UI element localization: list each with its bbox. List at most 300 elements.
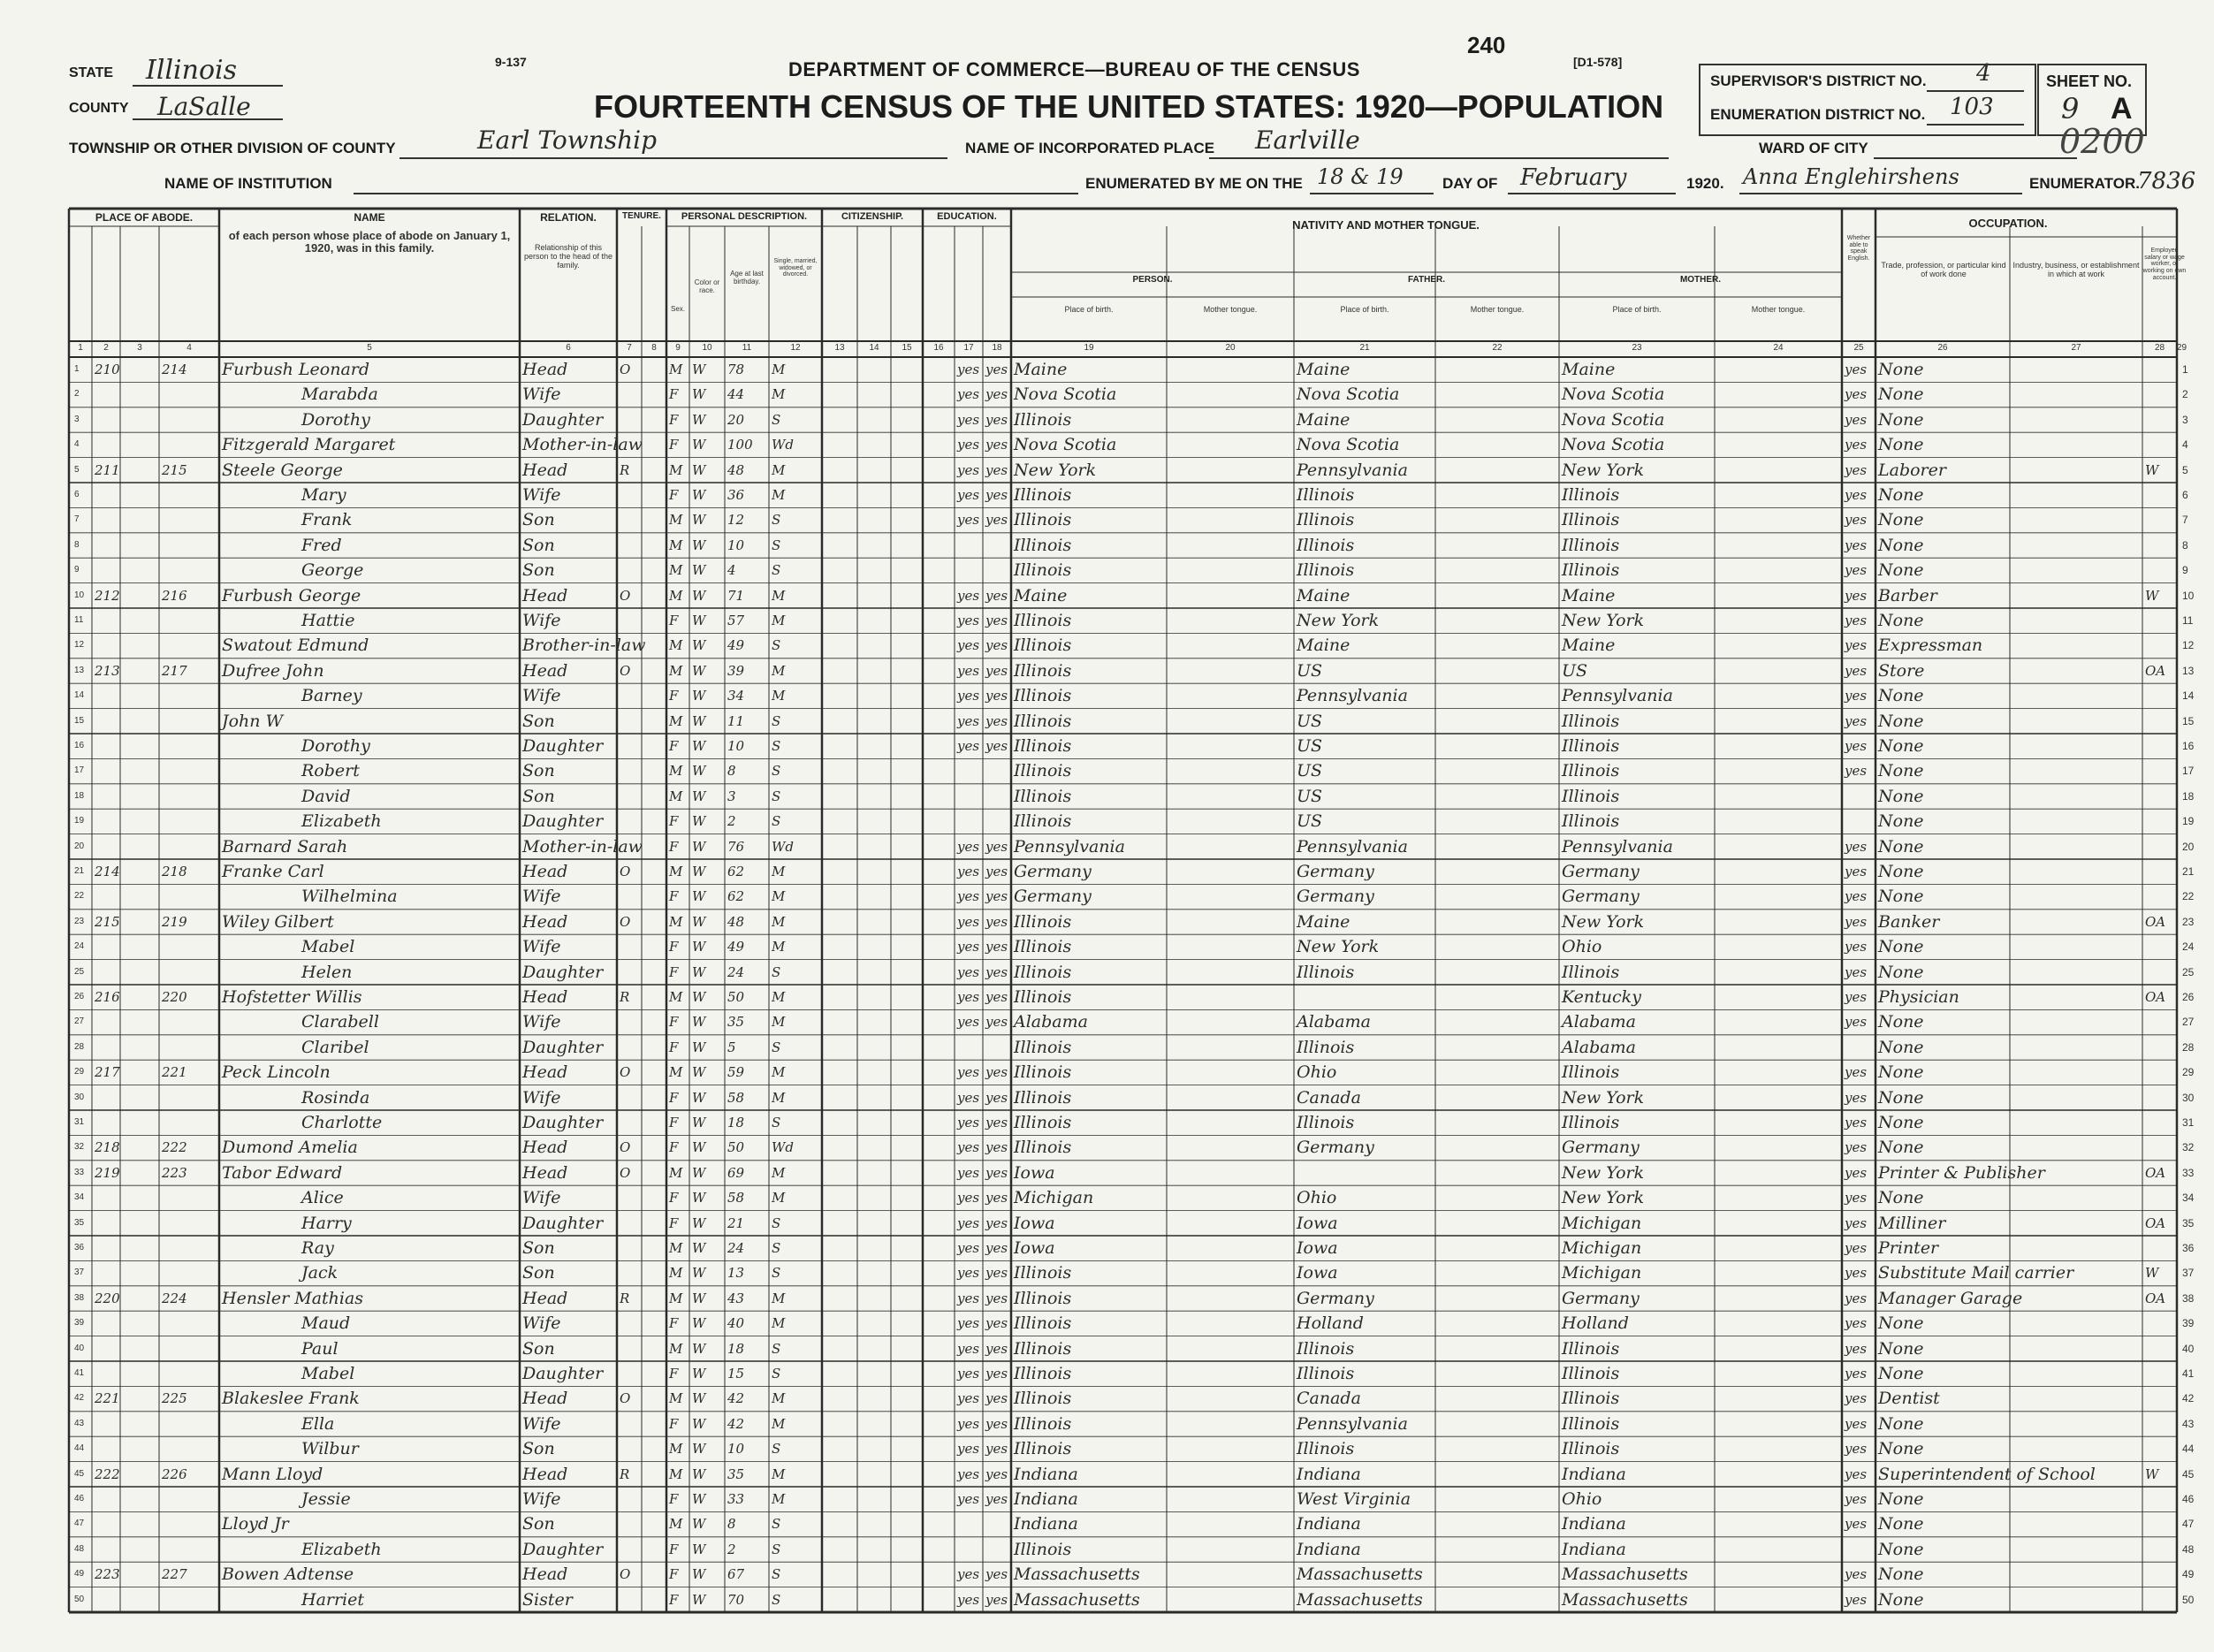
- cell-birthplace: Illinois: [1014, 1439, 1072, 1459]
- cell-person-name: Elizabeth: [301, 811, 382, 832]
- cell-father-birthplace: Massachusetts: [1297, 1564, 1423, 1585]
- cell-color: W: [692, 1115, 706, 1131]
- cell-birthplace: Illinois: [1014, 1263, 1072, 1283]
- cell-can-read: yes: [957, 362, 980, 377]
- line-number: 10: [2182, 589, 2195, 602]
- cell-employer-class: W: [2145, 587, 2159, 604]
- cell-age: 48: [727, 913, 745, 930]
- cell-age: 58: [727, 1190, 745, 1207]
- cell-person-name: Ella: [301, 1413, 335, 1434]
- cell-occupation: None: [1878, 1439, 1924, 1459]
- cell-employer-class: W: [2145, 1265, 2159, 1282]
- cell-color: W: [692, 1240, 706, 1256]
- cell-tenure: O: [620, 1164, 631, 1181]
- cell-can-read: yes: [957, 1064, 980, 1081]
- cell-color: W: [692, 1014, 706, 1031]
- line-number: 38: [2182, 1291, 2195, 1305]
- cell-occupation: Printer & Publisher: [1878, 1162, 2045, 1183]
- cell-marital-status: S: [772, 1366, 781, 1382]
- cell-marital-status: M: [772, 386, 786, 403]
- cell-person-name: Jessie: [301, 1489, 351, 1509]
- sheet-label: SHEET NO.: [2046, 72, 2133, 90]
- group-relation-header: RELATION.: [540, 211, 597, 224]
- cell-marital-status: S: [772, 1265, 781, 1282]
- cell-person-name: Barnard Sarah: [222, 836, 348, 856]
- cell-relation: Head: [522, 1062, 568, 1083]
- cell-speaks-english: yes: [1845, 1516, 1868, 1533]
- cell-relation: Head: [522, 660, 568, 681]
- cell-mother-birthplace: Massachusetts: [1562, 1564, 1688, 1585]
- cell-can-read: yes: [957, 1240, 980, 1256]
- cell-color: W: [692, 1315, 706, 1332]
- cell-age: 71: [727, 587, 745, 604]
- cell-tenure: R: [620, 1290, 630, 1306]
- cell-age: 35: [727, 1465, 745, 1482]
- cell-color: W: [692, 613, 706, 628]
- cell-relation: Head: [522, 1288, 568, 1308]
- cell-visitation-number: 226: [162, 1465, 187, 1482]
- cell-person-name: Steele George: [222, 460, 343, 480]
- cell-birthplace: Illinois: [1014, 987, 1072, 1007]
- cell-can-write: yes: [985, 1591, 1008, 1608]
- cell-birthplace: Nova Scotia: [1014, 435, 1117, 455]
- cell-mother-birthplace: Ohio: [1562, 1489, 1602, 1509]
- cell-speaks-english: yes: [1845, 411, 1868, 428]
- cell-mother-birthplace: Germany: [1562, 862, 1640, 881]
- cell-marital-status: S: [772, 1340, 781, 1357]
- cell-tenure: O: [620, 1064, 631, 1081]
- cell-birthplace: Nova Scotia: [1014, 384, 1117, 405]
- cell-color: W: [692, 1566, 706, 1583]
- cell-can-write: yes: [985, 1240, 1008, 1256]
- cell-person-name: Jack: [301, 1263, 339, 1283]
- cell-occupation: Printer: [1878, 1238, 1939, 1258]
- cell-birthplace: Illinois: [1014, 660, 1072, 681]
- cell-employer-class: OA: [2145, 989, 2166, 1005]
- line-number: 8: [2182, 538, 2188, 552]
- cell-speaks-english: yes: [1845, 613, 1868, 628]
- line-number: 30: [2182, 1091, 2195, 1104]
- cell-can-read: yes: [957, 1465, 980, 1482]
- cell-speaks-english: yes: [1845, 1340, 1868, 1357]
- cell-age: 44: [727, 386, 745, 403]
- enumeration-label: ENUMERATION DISTRICT NO.: [1710, 106, 1926, 123]
- cell-birthplace: Illinois: [1014, 1138, 1072, 1158]
- cell-can-read: yes: [957, 461, 980, 478]
- cell-relation: Wife: [522, 485, 561, 505]
- cell-speaks-english: yes: [1845, 688, 1868, 704]
- cell-sex: F: [669, 1415, 679, 1432]
- cell-occupation: None: [1878, 711, 1924, 731]
- enumerator-line: [1739, 193, 2022, 194]
- cell-occupation: None: [1878, 862, 1924, 881]
- cell-occupation: None: [1878, 535, 1924, 555]
- cell-relation: Daughter: [522, 962, 604, 982]
- cell-color: W: [692, 1089, 706, 1106]
- cell-sex: F: [669, 1089, 679, 1106]
- cell-employer-class: OA: [2145, 1290, 2166, 1306]
- cell-can-read: yes: [957, 738, 980, 754]
- cell-speaks-english: yes: [1845, 437, 1868, 453]
- cell-house-number: 222: [95, 1465, 120, 1482]
- cell-marital-status: S: [772, 1516, 781, 1533]
- column-number: 24: [1773, 343, 1784, 353]
- cell-sex: F: [669, 1139, 679, 1156]
- cell-sex: M: [669, 461, 683, 478]
- cell-can-write: yes: [985, 1164, 1008, 1181]
- column-number: 28: [2154, 343, 2165, 353]
- cell-age: 76: [727, 838, 745, 855]
- cell-visitation-number: 223: [162, 1164, 187, 1181]
- cell-sex: F: [669, 1366, 679, 1382]
- line-number-left: 42: [74, 1393, 85, 1404]
- cell-can-write: yes: [985, 512, 1008, 529]
- cell-occupation: None: [1878, 1062, 1924, 1083]
- cell-can-write: yes: [985, 1190, 1008, 1207]
- cell-can-write: yes: [985, 688, 1008, 704]
- cell-mother-birthplace: Michigan: [1562, 1238, 1642, 1258]
- cell-person-name: Claribel: [301, 1037, 369, 1057]
- cell-house-number: 216: [95, 989, 120, 1005]
- cell-birthplace: Illinois: [1014, 636, 1072, 656]
- cell-visitation-number: 217: [162, 662, 187, 679]
- cell-can-write: yes: [985, 738, 1008, 754]
- cell-person-name: Dorothy: [301, 736, 370, 756]
- cell-relation: Daughter: [522, 1539, 604, 1559]
- cell-can-write: yes: [985, 712, 1008, 729]
- cell-father-birthplace: Pennsylvania: [1297, 686, 1408, 706]
- cell-birthplace: Illinois: [1014, 711, 1072, 731]
- cell-relation: Son: [522, 535, 555, 555]
- column-number: 16: [933, 343, 944, 353]
- cell-person-name: Wilhelmina: [301, 887, 398, 907]
- cell-person-name: Bowen Adtense: [222, 1564, 354, 1585]
- cell-relation: Head: [522, 460, 568, 480]
- cell-mother-birthplace: Nova Scotia: [1562, 435, 1665, 455]
- cell-can-write: yes: [985, 864, 1008, 879]
- cell-father-birthplace: Maine: [1297, 636, 1350, 656]
- cell-visitation-number: 225: [162, 1390, 187, 1407]
- line-number: 36: [2182, 1242, 2195, 1254]
- cell-can-write: yes: [985, 487, 1008, 503]
- cell-father-birthplace: Illinois: [1297, 1439, 1355, 1459]
- day-of-label: DAY OF: [1442, 175, 1498, 192]
- cell-mother-birthplace: Illinois: [1562, 510, 1620, 530]
- cell-visitation-number: 222: [162, 1139, 187, 1156]
- cell-speaks-english: yes: [1845, 1566, 1868, 1583]
- column-number: 11: [742, 343, 752, 353]
- cell-sex: F: [669, 1566, 679, 1583]
- cell-can-read: yes: [957, 1014, 980, 1031]
- cell-relation: Wife: [522, 887, 561, 907]
- cell-age: 49: [727, 637, 745, 654]
- cell-mother-birthplace: Nova Scotia: [1562, 384, 1665, 405]
- line-number-left: 28: [74, 1041, 85, 1052]
- person-tongue-label: Mother tongue.: [1203, 305, 1258, 314]
- cell-speaks-english: yes: [1845, 461, 1868, 478]
- line-number-left: 34: [74, 1192, 85, 1203]
- cell-relation: Daughter: [522, 1213, 604, 1233]
- cell-can-write: yes: [985, 913, 1008, 930]
- cell-occupation: Milliner: [1878, 1213, 1946, 1233]
- cell-relation: Son: [522, 1238, 555, 1258]
- cell-person-name: Maud: [301, 1313, 351, 1334]
- cell-age: 42: [727, 1390, 745, 1407]
- cell-birthplace: Illinois: [1014, 761, 1072, 781]
- cell-employer-class: OA: [2145, 913, 2166, 930]
- cell-speaks-english: yes: [1845, 963, 1868, 980]
- cell-mother-birthplace: Indiana: [1562, 1539, 1626, 1559]
- cell-mother-birthplace: Illinois: [1562, 1439, 1620, 1459]
- cell-occupation: None: [1878, 1564, 1924, 1585]
- cell-occupation: None: [1878, 962, 1924, 982]
- cell-age: 70: [727, 1591, 745, 1608]
- cell-sex: F: [669, 1039, 679, 1055]
- cell-occupation: None: [1878, 409, 1924, 430]
- cell-employer-class: W: [2145, 461, 2159, 478]
- line-number-left: 40: [74, 1343, 85, 1353]
- cell-color: W: [692, 1139, 706, 1156]
- cell-person-name: Mann Lloyd: [222, 1464, 323, 1484]
- cell-father-birthplace: Illinois: [1297, 535, 1355, 555]
- institution-label: NAME OF INSTITUTION: [164, 175, 332, 192]
- column-number: 13: [834, 343, 845, 353]
- cell-relation: Mother-in-law: [522, 836, 643, 856]
- cell-color: W: [692, 1265, 706, 1282]
- cell-occupation: Laborer: [1878, 460, 1946, 480]
- cell-birthplace: Illinois: [1014, 560, 1072, 581]
- cell-tenure: O: [620, 362, 631, 377]
- cell-can-write: yes: [985, 662, 1008, 679]
- form-code: [D1-578]: [1573, 55, 1623, 69]
- sheet-letter: A: [2111, 92, 2133, 126]
- cell-speaks-english: yes: [1845, 362, 1868, 377]
- cell-sex: M: [669, 587, 683, 604]
- line-number-left: 12: [74, 640, 85, 651]
- cell-speaks-english: yes: [1845, 1164, 1868, 1181]
- cell-age: 50: [727, 1139, 745, 1156]
- line-number: 9: [2182, 564, 2188, 577]
- cell-birthplace: Illinois: [1014, 1288, 1072, 1308]
- line-number: 7: [2182, 514, 2188, 527]
- cell-person-name: Rosinda: [301, 1087, 370, 1108]
- state-label: STATE: [69, 65, 114, 80]
- column-number: 3: [137, 343, 142, 353]
- line-number-left: 20: [74, 841, 85, 851]
- age-label: Age at last birthday.: [730, 270, 764, 285]
- cell-visitation-number: 220: [162, 989, 187, 1005]
- line-number: 40: [2182, 1342, 2195, 1355]
- cell-marital-status: M: [772, 1390, 786, 1407]
- cell-mother-birthplace: New York: [1562, 611, 1645, 630]
- cell-mother-birthplace: Maine: [1562, 585, 1616, 605]
- line-number-left: 29: [74, 1067, 85, 1077]
- line-number: 2: [2182, 388, 2188, 401]
- cell-marital-status: M: [772, 939, 786, 955]
- cell-sex: M: [669, 1290, 683, 1306]
- cell-marital-status: S: [772, 1441, 781, 1458]
- cell-relation: Son: [522, 1439, 555, 1459]
- cell-speaks-english: yes: [1845, 1366, 1868, 1382]
- cell-birthplace: Illinois: [1014, 535, 1072, 555]
- cell-can-read: yes: [957, 1315, 980, 1332]
- cell-can-write: yes: [985, 989, 1008, 1005]
- cell-employer-class: W: [2145, 1465, 2159, 1482]
- cell-sex: M: [669, 1265, 683, 1282]
- cell-house-number: 210: [95, 362, 120, 377]
- cell-can-write: yes: [985, 1290, 1008, 1306]
- cell-color: W: [692, 1064, 706, 1081]
- district-box-border: [1699, 64, 2036, 136]
- cell-father-birthplace: Germany: [1297, 887, 1374, 907]
- cell-color: W: [692, 411, 706, 428]
- cell-age: 3: [727, 788, 736, 804]
- line-number-left: 21: [74, 866, 85, 876]
- person-birth-label: Place of birth.: [1064, 305, 1114, 314]
- cell-can-write: yes: [985, 1315, 1008, 1332]
- cell-birthplace: Illinois: [1014, 1113, 1072, 1132]
- cell-can-read: yes: [957, 1190, 980, 1207]
- cell-person-name: John W: [222, 711, 284, 731]
- county-value: LaSalle: [157, 92, 251, 121]
- cell-occupation: Barber: [1878, 585, 1937, 605]
- cell-relation: Son: [522, 1514, 555, 1534]
- cell-father-birthplace: Iowa: [1297, 1263, 1338, 1283]
- line-number: 32: [2182, 1141, 2195, 1154]
- cell-can-write: yes: [985, 362, 1008, 377]
- cell-marital-status: M: [772, 1315, 786, 1332]
- cell-father-birthplace: Canada: [1297, 1389, 1361, 1409]
- cell-person-name: Lloyd Jr: [222, 1514, 289, 1534]
- cell-mother-birthplace: Alabama: [1562, 1037, 1636, 1057]
- cell-speaks-english: yes: [1845, 662, 1868, 679]
- cell-color: W: [692, 1441, 706, 1458]
- cell-can-write: yes: [985, 1115, 1008, 1131]
- cell-can-read: yes: [957, 1591, 980, 1608]
- cell-birthplace: Illinois: [1014, 736, 1072, 756]
- column-number: 6: [566, 343, 571, 353]
- line-number-left: 19: [74, 816, 85, 826]
- group-nativity-header: NATIVITY AND MOTHER TONGUE.: [1292, 218, 1480, 232]
- cell-age: 4: [727, 562, 736, 579]
- cell-age: 5: [727, 1039, 736, 1055]
- cell-house-number: 215: [95, 913, 120, 930]
- mother-tongue-label: Mother tongue.: [1751, 305, 1806, 314]
- cell-age: 59: [727, 1064, 745, 1081]
- cell-speaks-english: yes: [1845, 763, 1868, 780]
- month-value: February: [1520, 164, 1627, 191]
- cell-father-birthplace: Canada: [1297, 1087, 1361, 1108]
- cell-can-write: yes: [985, 1139, 1008, 1156]
- ward-label: WARD OF CITY: [1759, 140, 1868, 156]
- cell-age: 12: [727, 512, 745, 529]
- cell-relation: Head: [522, 585, 568, 605]
- cell-speaks-english: yes: [1845, 1240, 1868, 1256]
- cell-can-read: yes: [957, 1115, 980, 1131]
- mother-label: MOTHER.: [1679, 275, 1722, 285]
- cell-father-birthplace: Maine: [1297, 360, 1350, 379]
- cell-marital-status: M: [772, 913, 786, 930]
- cell-mother-birthplace: Illinois: [1562, 811, 1620, 832]
- cell-can-read: yes: [957, 1441, 980, 1458]
- group-education-header: EDUCATION.: [937, 211, 997, 222]
- cell-house-number: 217: [95, 1064, 120, 1081]
- cell-mother-birthplace: Illinois: [1562, 560, 1620, 581]
- cell-father-birthplace: US: [1297, 660, 1323, 681]
- line-number-left: 15: [74, 715, 85, 726]
- line-number: 21: [2182, 865, 2195, 878]
- cell-person-name: Mary: [301, 485, 346, 505]
- cell-sex: F: [669, 838, 679, 855]
- cell-color: W: [692, 1390, 706, 1407]
- cell-marital-status: S: [772, 712, 781, 729]
- cell-birthplace: Illinois: [1014, 811, 1072, 832]
- cell-mother-birthplace: Indiana: [1562, 1464, 1626, 1484]
- cell-person-name: Furbush George: [222, 585, 361, 605]
- cell-occupation: None: [1878, 1037, 1924, 1057]
- cell-marital-status: M: [772, 362, 786, 377]
- cell-marital-status: M: [772, 662, 786, 679]
- cell-marital-status: S: [772, 1214, 781, 1231]
- father-tongue-label: Mother tongue.: [1470, 305, 1525, 314]
- cell-color: W: [692, 1290, 706, 1306]
- cell-age: 62: [727, 888, 745, 905]
- cell-speaks-english: yes: [1845, 1265, 1868, 1282]
- cell-occupation: None: [1878, 1138, 1924, 1158]
- cell-birthplace: Maine: [1014, 360, 1068, 379]
- cell-speaks-english: yes: [1845, 1089, 1868, 1106]
- cell-color: W: [692, 1190, 706, 1207]
- cell-age: 18: [727, 1340, 745, 1357]
- cell-marital-status: M: [772, 864, 786, 879]
- column-number: 25: [1853, 343, 1864, 353]
- cell-age: 10: [727, 537, 745, 553]
- cell-visitation-number: 219: [162, 913, 187, 930]
- cell-color: W: [692, 688, 706, 704]
- cell-marital-status: M: [772, 888, 786, 905]
- cell-mother-birthplace: Maine: [1562, 636, 1616, 656]
- cell-father-birthplace: Illinois: [1297, 1364, 1355, 1383]
- cell-marital-status: S: [772, 738, 781, 754]
- cell-can-read: yes: [957, 688, 980, 704]
- cell-marital-status: M: [772, 1190, 786, 1207]
- cell-color: W: [692, 1366, 706, 1382]
- line-number-left: 45: [74, 1468, 85, 1479]
- cell-can-read: yes: [957, 1491, 980, 1507]
- column-number: 21: [1359, 343, 1370, 353]
- cell-birthplace: Illinois: [1014, 686, 1072, 706]
- line-number: 25: [2182, 965, 2195, 978]
- cell-sex: F: [669, 1014, 679, 1031]
- cell-marital-status: S: [772, 813, 781, 830]
- cell-person-name: Franke Carl: [222, 862, 324, 881]
- cell-can-write: yes: [985, 1415, 1008, 1432]
- cell-sex: M: [669, 788, 683, 804]
- cell-can-read: yes: [957, 1415, 980, 1432]
- cell-can-write: yes: [985, 637, 1008, 654]
- cell-sex: M: [669, 913, 683, 930]
- cell-color: W: [692, 888, 706, 905]
- cell-speaks-english: yes: [1845, 888, 1868, 905]
- cell-relation: Daughter: [522, 1364, 604, 1383]
- cell-father-birthplace: Illinois: [1297, 510, 1355, 530]
- cell-father-birthplace: Iowa: [1297, 1213, 1338, 1233]
- cell-speaks-english: yes: [1845, 1115, 1868, 1131]
- cell-marital-status: M: [772, 1164, 786, 1181]
- page-number: 240: [1467, 32, 1506, 58]
- line-number-left: 10: [74, 590, 85, 600]
- line-number: 47: [2182, 1518, 2195, 1531]
